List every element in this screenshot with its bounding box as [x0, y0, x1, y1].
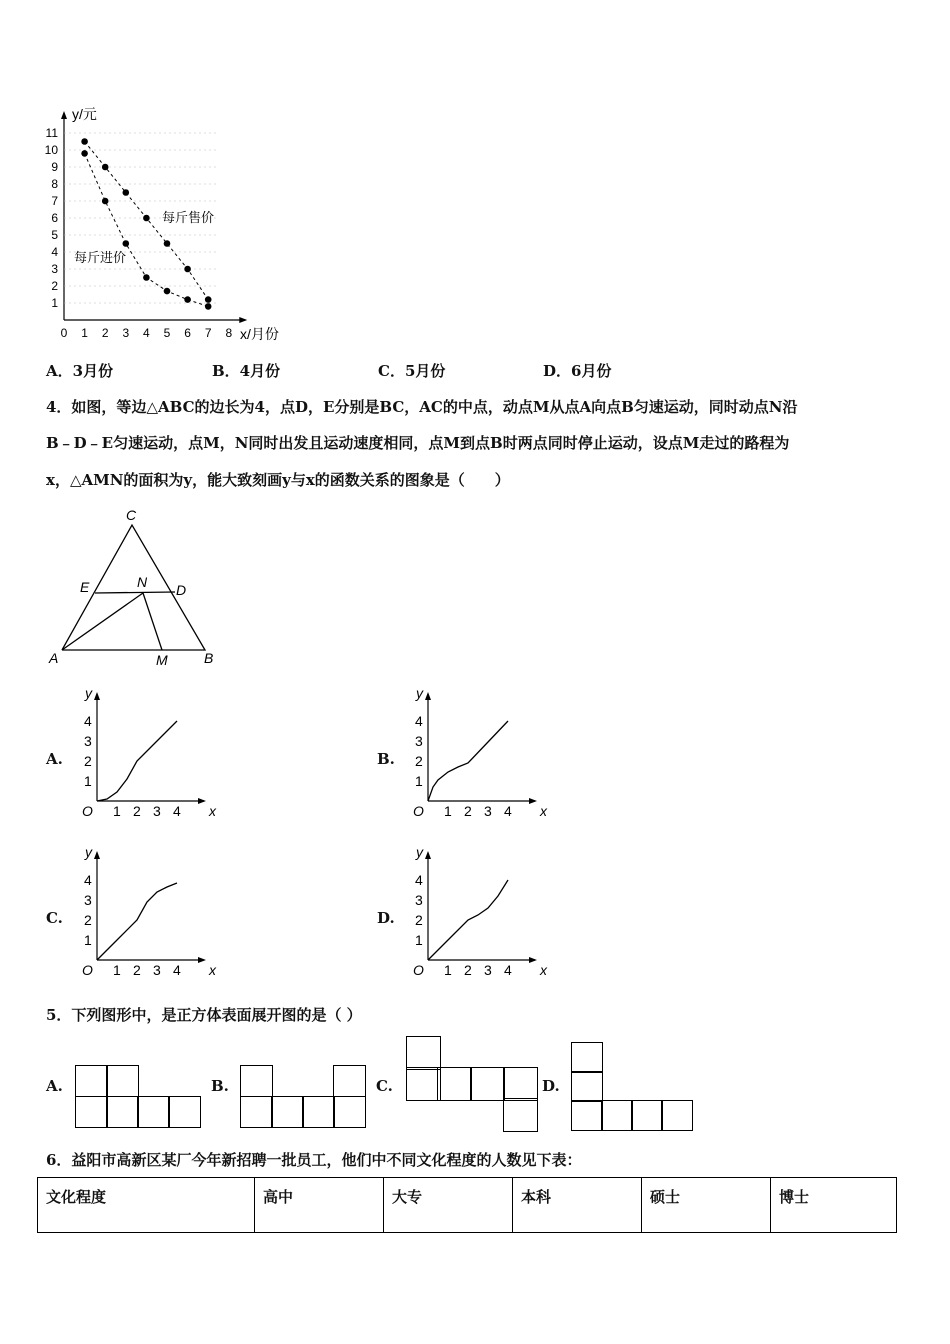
q3-option-b[interactable]: B．4月份: [212, 362, 281, 380]
net-a-square: [137, 1096, 170, 1128]
graph-y-tick: 4: [84, 872, 92, 888]
graph-x-label: x: [540, 962, 547, 978]
q3-option-d[interactable]: D．6月份: [543, 362, 612, 380]
q3-chart: [30, 95, 310, 345]
q4-option-c-label[interactable]: C.: [46, 909, 63, 927]
q3-y-tick: 8: [51, 177, 58, 191]
q3-x-tick: 8: [225, 326, 233, 340]
q3-x-tick: 1: [81, 326, 88, 340]
graph-y-tick: 2: [84, 753, 92, 769]
graph-x-tick: 2: [133, 803, 141, 819]
net-b-square: [240, 1065, 273, 1097]
graph-origin-label: O: [413, 803, 424, 819]
q3-x-arrow: [239, 317, 247, 323]
graph-y-tick: 4: [415, 872, 423, 888]
graph-y-tick: 1: [415, 773, 423, 789]
q4-graph-d[interactable]: [403, 843, 553, 983]
graph-y-arrow: [94, 851, 100, 859]
label-m: M: [156, 652, 168, 668]
q3-x-tick: 6: [184, 326, 191, 340]
graph-y-tick: 2: [415, 912, 423, 928]
net-d-square: [601, 1100, 633, 1131]
q4-line-1: 4．如图，等边△ABC的边长为4，点D，E分别是BC，AC的中点，动点M从点A向点B匀速运动，同时动点N沿: [46, 398, 798, 416]
q5-question: 5．下列图形中，是正方体表面展开图的是（ ）: [46, 1006, 362, 1024]
q3-series-line: [85, 153, 209, 306]
q3-y-tick: 1: [51, 296, 58, 310]
q3-data-point: [164, 240, 171, 247]
graph-origin-label: O: [82, 803, 93, 819]
net-d-square: [571, 1071, 603, 1102]
q3-y-tick: 7: [51, 194, 58, 208]
graph-y-label: y: [85, 685, 92, 701]
graph-curve: [428, 880, 508, 960]
q5-option-c-label[interactable]: C.: [376, 1077, 393, 1095]
graph-x-label: x: [540, 803, 547, 819]
q3-x-tick: 4: [143, 326, 150, 340]
net-a-square: [75, 1065, 108, 1097]
table-cell-header-bachelor: 本科: [513, 1178, 642, 1233]
graph-x-tick: 2: [464, 962, 472, 978]
q3-x-label: x/月份: [240, 326, 279, 342]
graph-x-tick: 2: [133, 962, 141, 978]
q3-y-tick: 11: [45, 126, 58, 140]
table-cell-header-level: 文化程度: [38, 1178, 255, 1233]
graph-x-tick: 4: [504, 803, 512, 819]
q6-question: 6．益阳市高新区某厂今年新招聘一批员工，他们中不同文化程度的人数见下表：: [46, 1151, 582, 1169]
q3-data-point: [184, 266, 191, 273]
q3-x-tick: 5: [163, 326, 171, 340]
net-a-square: [106, 1065, 139, 1097]
graph-y-tick: 1: [84, 773, 92, 789]
q3-data-point: [143, 215, 150, 222]
graph-curve: [428, 721, 508, 801]
q3-series-label-sell: 每斤售价: [162, 210, 215, 225]
q3-axes: [45, 111, 248, 340]
graph-curve: [97, 721, 177, 801]
q3-y-tick: 10: [44, 143, 58, 157]
graph-y-tick: 2: [84, 912, 92, 928]
q3-x-tick: 2: [101, 326, 109, 340]
label-n: N: [137, 574, 148, 590]
q3-y-tick: 4: [51, 245, 58, 259]
segment-ed: [95, 592, 175, 593]
q4-graph-a[interactable]: [72, 684, 222, 824]
q3-x-tick: 0: [60, 326, 68, 340]
graph-x-tick: 4: [173, 962, 181, 978]
graph-y-arrow: [425, 851, 431, 859]
graph-x-tick: 3: [153, 803, 161, 819]
net-b-square: [333, 1096, 366, 1128]
graph-y-tick: 3: [415, 892, 423, 908]
table-cell-header-highschool: 高中: [255, 1178, 384, 1233]
q3-data-point: [102, 198, 109, 205]
q3-y-tick: 6: [51, 211, 58, 225]
q4-graph-c[interactable]: [72, 843, 222, 983]
q5-option-a-label[interactable]: A.: [46, 1077, 63, 1095]
net-c-square: [503, 1067, 538, 1101]
net-b-square: [333, 1065, 366, 1097]
graph-y-tick: 4: [84, 713, 92, 729]
q3-data-point: [102, 164, 109, 171]
q3-series-label-buy: 每斤进价: [74, 250, 127, 265]
q3-data-point: [205, 296, 212, 303]
q5-option-b-label[interactable]: B.: [211, 1077, 229, 1095]
q3-data-point: [123, 240, 130, 247]
graph-x-label: x: [209, 962, 216, 978]
label-e: E: [80, 579, 90, 595]
q4-option-b-label[interactable]: B.: [377, 750, 395, 768]
q3-y-tick: 3: [51, 262, 58, 276]
q3-data-point: [81, 138, 88, 145]
graph-y-tick: 1: [415, 932, 423, 948]
q3-y-tick: 9: [51, 160, 58, 174]
net-d-square: [571, 1042, 603, 1073]
net-b-square: [240, 1096, 273, 1128]
graph-x-tick: 4: [173, 803, 181, 819]
graph-x-tick: 3: [484, 803, 492, 819]
q4-triangle-figure: [40, 505, 230, 675]
q3-data-point: [123, 189, 130, 196]
net-a-square: [106, 1096, 139, 1128]
graph-y-tick: 3: [415, 733, 423, 749]
q3-data-point: [164, 288, 171, 295]
label-a: A: [49, 650, 59, 666]
q3-option-a[interactable]: A．3月份: [46, 362, 114, 380]
net-d-square: [661, 1100, 693, 1131]
graph-origin-label: O: [413, 962, 424, 978]
q3-y-tick: 5: [51, 228, 58, 242]
table-cell-header-college: 大专: [384, 1178, 513, 1233]
graph-y-label: y: [85, 844, 92, 860]
segment-an: [62, 593, 143, 650]
graph-y-tick: 4: [415, 713, 423, 729]
graph-y-tick: 3: [84, 892, 92, 908]
net-c-square: [406, 1067, 441, 1101]
graph-x-tick: 3: [153, 962, 161, 978]
net-c-square: [503, 1098, 538, 1132]
table-row: [38, 1178, 897, 1233]
net-d-square: [571, 1100, 603, 1131]
q3-x-tick: 3: [122, 326, 130, 340]
table-cell-header-master: 硕士: [642, 1178, 771, 1233]
net-a-square: [75, 1096, 108, 1128]
graph-y-tick: 2: [415, 753, 423, 769]
segment-nm: [143, 593, 162, 650]
graph-y-tick: 1: [84, 932, 92, 948]
q5-option-d-label[interactable]: D.: [542, 1077, 560, 1095]
q6-table: [37, 1177, 897, 1233]
net-a-square: [168, 1096, 201, 1128]
graph-y-label: y: [416, 844, 423, 860]
graph-x-arrow: [529, 798, 537, 804]
label-b: B: [204, 650, 214, 666]
graph-y-label: y: [416, 685, 423, 701]
table-cell-header-doctor: 博士: [771, 1178, 897, 1233]
graph-x-tick: 2: [464, 803, 472, 819]
q4-option-a-label[interactable]: A.: [46, 750, 63, 768]
q3-data-point: [143, 274, 150, 281]
net-c-square: [437, 1067, 472, 1101]
graph-x-tick: 3: [484, 962, 492, 978]
q3-option-c[interactable]: C．5月份: [378, 362, 446, 380]
label-d: D: [176, 582, 187, 598]
graph-x-tick: 1: [444, 962, 452, 978]
graph-y-tick: 3: [84, 733, 92, 749]
q4-line-3: x，△AMN的面积为y，能大致刻画y与x的函数关系的图象是（ ）: [46, 471, 510, 489]
q3-data-point: [184, 296, 191, 303]
graph-curve: [97, 883, 177, 960]
graph-y-arrow: [425, 692, 431, 700]
q4-line-2: B﹣D﹣E匀速运动，点M，N同时出发且运动速度相同，点M到点B时两点同时停止运动，设点M走过的路程为: [46, 434, 790, 452]
net-c-square: [470, 1067, 505, 1101]
q4-option-d-label[interactable]: D.: [377, 909, 395, 927]
q3-y-tick: 2: [51, 279, 58, 293]
graph-x-tick: 1: [113, 962, 121, 978]
q3-y-arrow: [61, 111, 67, 119]
graph-x-tick: 1: [444, 803, 452, 819]
graph-x-tick: 1: [113, 803, 121, 819]
net-c-square: [406, 1036, 441, 1070]
graph-x-arrow: [198, 798, 206, 804]
graph-x-label: x: [209, 803, 216, 819]
net-d-square: [631, 1100, 663, 1131]
net-b-square: [302, 1096, 335, 1128]
graph-x-arrow: [198, 957, 206, 963]
q3-x-tick: 7: [204, 326, 212, 340]
graph-x-arrow: [529, 957, 537, 963]
graph-origin-label: O: [82, 962, 93, 978]
graph-x-tick: 4: [504, 962, 512, 978]
q3-data-point: [205, 303, 212, 310]
label-c: C: [126, 507, 137, 523]
net-b-square: [271, 1096, 304, 1128]
q4-graph-b[interactable]: [403, 684, 553, 824]
q3-y-label: y/元: [72, 106, 97, 122]
graph-y-arrow: [94, 692, 100, 700]
q3-data-point: [81, 150, 88, 157]
